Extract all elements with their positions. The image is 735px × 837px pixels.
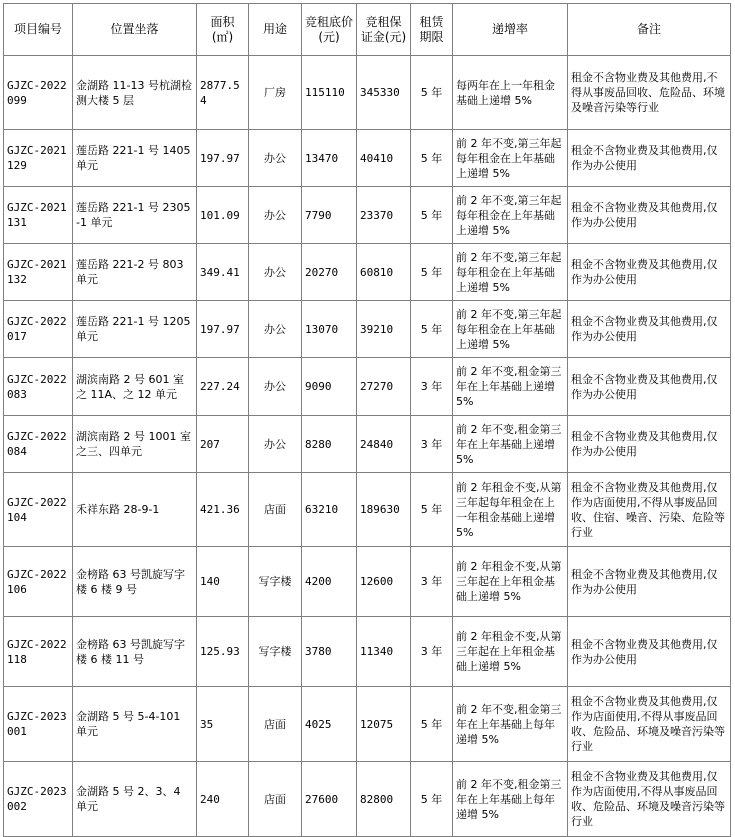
property-lease-table xyxy=(3,3,731,837)
cell-term: 5 年 xyxy=(411,130,453,187)
cell-term: 5 年 xyxy=(411,301,453,358)
cell-rent: 4025 xyxy=(302,687,357,762)
cell-id: GJZC-2022106 xyxy=(4,547,73,617)
cell-area: 207 xyxy=(197,416,249,473)
cell-location: 莲岳路 221-2 号 803 单元 xyxy=(73,244,197,301)
cell-area: 421.36 xyxy=(197,473,249,547)
header-use: 用途 xyxy=(249,4,302,56)
cell-location: 湖滨南路 2 号 601 室之 11A、之 12 单元 xyxy=(73,358,197,416)
table-row xyxy=(4,187,731,244)
table-row xyxy=(4,547,731,617)
table-row xyxy=(4,301,731,358)
cell-id: GJZC-2023001 xyxy=(4,687,73,762)
cell-rent: 27600 xyxy=(302,762,357,837)
table-row xyxy=(4,473,731,547)
cell-area: 101.09 xyxy=(197,187,249,244)
cell-rate: 前 2 年不变,第三年起每年租金在上年基础上递增 5% xyxy=(453,130,568,187)
header-note: 备注 xyxy=(568,4,731,56)
cell-location: 莲岳路 221-1 号 1405 单元 xyxy=(73,130,197,187)
cell-deposit: 27270 xyxy=(357,358,411,416)
cell-location: 金榜路 63 号凯旋写字楼 6 楼 11 号 xyxy=(73,617,197,687)
cell-use: 店面 xyxy=(249,473,302,547)
cell-id: GJZC-2022099 xyxy=(4,56,73,130)
table-row xyxy=(4,56,731,130)
cell-note: 租金不含物业费及其他费用,仅作为办公使用 xyxy=(568,301,731,358)
table-row xyxy=(4,130,731,187)
table-row xyxy=(4,687,731,762)
cell-area: 197.97 xyxy=(197,301,249,358)
header-row xyxy=(4,4,731,56)
cell-deposit: 345330 xyxy=(357,56,411,130)
cell-rent: 4200 xyxy=(302,547,357,617)
cell-rate: 前 2 年不变,租金第三年在上年基础上递增 5% xyxy=(453,358,568,416)
cell-rate: 前 2 年不变,第三年起每年租金在上年基础上递增 5% xyxy=(453,244,568,301)
cell-use: 办公 xyxy=(249,358,302,416)
cell-use: 办公 xyxy=(249,187,302,244)
cell-use: 办公 xyxy=(249,244,302,301)
cell-area: 349.41 xyxy=(197,244,249,301)
cell-area: 197.97 xyxy=(197,130,249,187)
cell-note: 租金不含物业费及其他费用,仅作为办公使用 xyxy=(568,187,731,244)
cell-rent: 63210 xyxy=(302,473,357,547)
header-rent: 竞租底价(元) xyxy=(302,4,357,56)
cell-term: 5 年 xyxy=(411,473,453,547)
cell-use: 厂房 xyxy=(249,56,302,130)
cell-note: 租金不含物业费及其他费用,仅作为办公使用 xyxy=(568,244,731,301)
cell-note: 租金不含物业费及其他费用,仅作为办公使用 xyxy=(568,547,731,617)
cell-deposit: 82800 xyxy=(357,762,411,837)
cell-term: 3 年 xyxy=(411,358,453,416)
cell-use: 店面 xyxy=(249,762,302,837)
cell-term: 5 年 xyxy=(411,244,453,301)
cell-id: GJZC-2021131 xyxy=(4,187,73,244)
cell-rate: 前 2 年不变,租金第三年在上年基础上递增 5% xyxy=(453,416,568,473)
cell-rent: 7790 xyxy=(302,187,357,244)
cell-use: 办公 xyxy=(249,416,302,473)
cell-use: 写字楼 xyxy=(249,617,302,687)
cell-note: 租金不含物业费及其他费用,仅作为店面使用,不得从事废品回收、危险品、环境及噪音污染等行业 xyxy=(568,762,731,837)
cell-deposit: 24840 xyxy=(357,416,411,473)
cell-id: GJZC-2022083 xyxy=(4,358,73,416)
cell-area: 240 xyxy=(197,762,249,837)
cell-term: 5 年 xyxy=(411,762,453,837)
header-rate: 递增率 xyxy=(453,4,568,56)
cell-id: GJZC-2022084 xyxy=(4,416,73,473)
cell-note: 租金不含物业费及其他费用,仅作为办公使用 xyxy=(568,416,731,473)
cell-note: 租金不含物业费及其他费用,不得从事废品回收、危险品、环境及噪音污染等行业 xyxy=(568,56,731,130)
cell-use: 写字楼 xyxy=(249,547,302,617)
table-row xyxy=(4,358,731,416)
table-row xyxy=(4,762,731,837)
cell-location: 金湖路 5 号 2、3、4 单元 xyxy=(73,762,197,837)
cell-deposit: 189630 xyxy=(357,473,411,547)
table-row xyxy=(4,416,731,473)
cell-rent: 3780 xyxy=(302,617,357,687)
cell-rent: 20270 xyxy=(302,244,357,301)
cell-rate: 前 2 年不变,第三年起每年租金在上年基础上递增 5% xyxy=(453,187,568,244)
cell-id: GJZC-2021129 xyxy=(4,130,73,187)
cell-rent: 9090 xyxy=(302,358,357,416)
cell-note: 租金不含物业费及其他费用,仅作为店面使用,不得从事废品回收、危险品、环境及噪音污染等行业 xyxy=(568,687,731,762)
cell-note: 租金不含物业费及其他费用,仅作为办公使用 xyxy=(568,617,731,687)
cell-rate: 前 2 年不变,租金第三年在上年基础上每年递增 5% xyxy=(453,687,568,762)
cell-use: 办公 xyxy=(249,301,302,358)
cell-id: GJZC-2022118 xyxy=(4,617,73,687)
cell-rate: 前 2 年租金不变,从第三年起在上年租金基础上递增 5% xyxy=(453,547,568,617)
cell-location: 湖滨南路 2 号 1001 室之三、四单元 xyxy=(73,416,197,473)
cell-location: 金湖路 5 号 5-4-101 单元 xyxy=(73,687,197,762)
cell-rent: 13070 xyxy=(302,301,357,358)
cell-term: 3 年 xyxy=(411,547,453,617)
cell-rent: 8280 xyxy=(302,416,357,473)
cell-rent: 115110 xyxy=(302,56,357,130)
cell-deposit: 11340 xyxy=(357,617,411,687)
cell-location: 莲岳路 221-1 号 1205 单元 xyxy=(73,301,197,358)
cell-rate: 前 2 年不变,第三年起每年租金在上年基础上递增 5% xyxy=(453,301,568,358)
cell-rate: 每两年在上一年租金基础上递增 5% xyxy=(453,56,568,130)
cell-deposit: 60810 xyxy=(357,244,411,301)
header-term: 租赁期限 xyxy=(411,4,453,56)
cell-area: 2877.54 xyxy=(197,56,249,130)
cell-deposit: 40410 xyxy=(357,130,411,187)
cell-term: 5 年 xyxy=(411,687,453,762)
cell-location: 莲岳路 221-1 号 2305-1 单元 xyxy=(73,187,197,244)
cell-deposit: 12075 xyxy=(357,687,411,762)
cell-location: 金湖路 11-13 号杭湖检测大楼 5 层 xyxy=(73,56,197,130)
cell-term: 5 年 xyxy=(411,56,453,130)
cell-location: 禾祥东路 28-9-1 xyxy=(73,473,197,547)
cell-term: 3 年 xyxy=(411,617,453,687)
cell-term: 5 年 xyxy=(411,187,453,244)
cell-area: 227.24 xyxy=(197,358,249,416)
cell-rate: 前 2 年租金不变,从第三年起在上年租金基础上递增 5% xyxy=(453,617,568,687)
cell-deposit: 39210 xyxy=(357,301,411,358)
cell-use: 办公 xyxy=(249,130,302,187)
table-row xyxy=(4,617,731,687)
cell-id: GJZC-2022017 xyxy=(4,301,73,358)
cell-rent: 13470 xyxy=(302,130,357,187)
cell-id: GJZC-2023002 xyxy=(4,762,73,837)
cell-deposit: 12600 xyxy=(357,547,411,617)
cell-deposit: 23370 xyxy=(357,187,411,244)
cell-use: 店面 xyxy=(249,687,302,762)
cell-id: GJZC-2021132 xyxy=(4,244,73,301)
cell-note: 租金不含物业费及其他费用,仅作为办公使用 xyxy=(568,358,731,416)
cell-rate: 前 2 年租金不变,从第三年起每年租金在上一年租金基础上递增 5% xyxy=(453,473,568,547)
header-location: 位置坐落 xyxy=(73,4,197,56)
header-deposit: 竞租保证金(元) xyxy=(357,4,411,56)
cell-area: 140 xyxy=(197,547,249,617)
cell-note: 租金不含物业费及其他费用,仅作为店面使用,不得从事废品回收、住宿、噪音、污染、危险等行业 xyxy=(568,473,731,547)
cell-rate: 前 2 年不变,租金第三年在上年基础上每年递增 5% xyxy=(453,762,568,837)
cell-term: 3 年 xyxy=(411,416,453,473)
cell-location: 金榜路 63 号凯旋写字楼 6 楼 9 号 xyxy=(73,547,197,617)
cell-area: 35 xyxy=(197,687,249,762)
header-area: 面积(㎡) xyxy=(197,4,249,56)
cell-note: 租金不含物业费及其他费用,仅作为办公使用 xyxy=(568,130,731,187)
cell-area: 125.93 xyxy=(197,617,249,687)
header-id: 项目编号 xyxy=(4,4,73,56)
table-row xyxy=(4,244,731,301)
cell-id: GJZC-2022104 xyxy=(4,473,73,547)
